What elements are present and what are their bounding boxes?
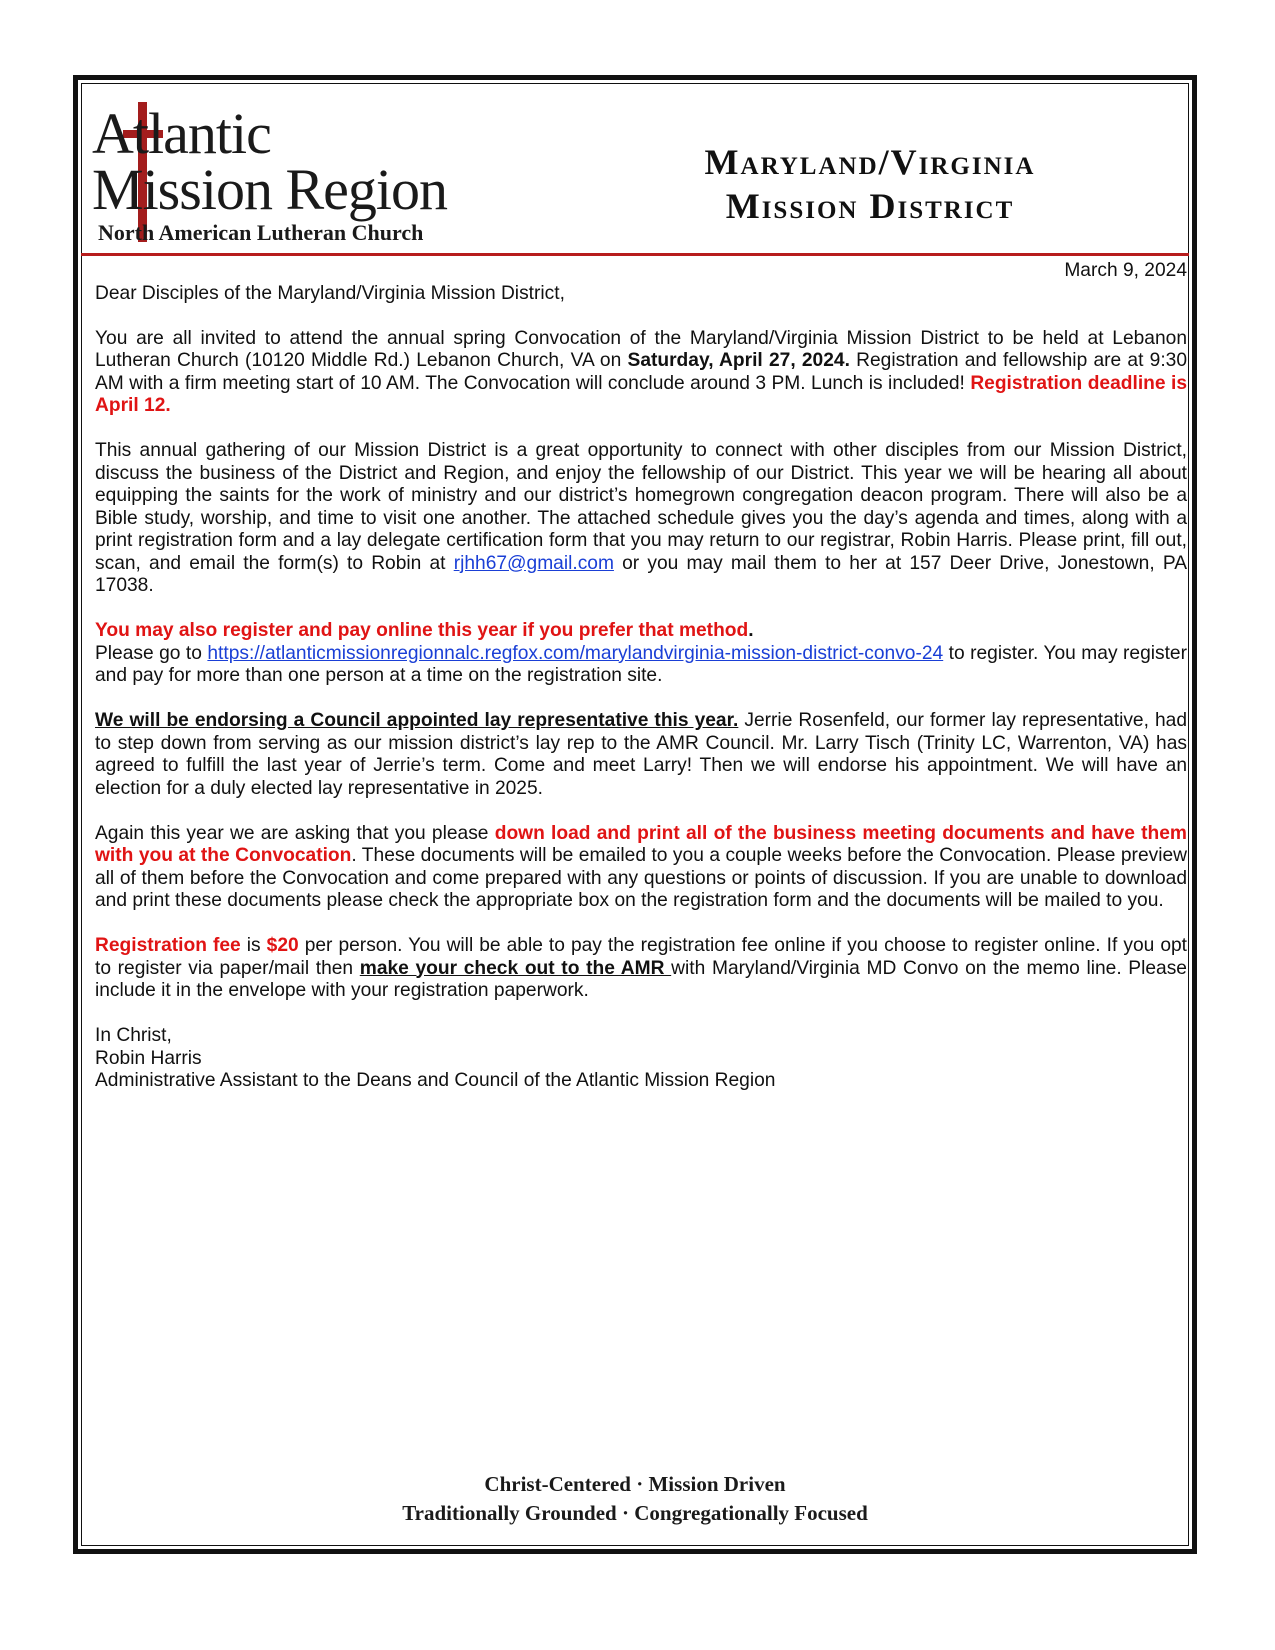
logo-mission-region: Mission Region: [92, 157, 447, 222]
paragraph-online: You may also register and pay online this year if you prefer that method. Please go to https://atlanticmissionregionnalc.regfox.com/marylandvirginia-mission-district-convo-24 to register. You may register and pay for more than one person at a time on the registration site.: [95, 620, 1187, 686]
district-title-line2: Mission District: [725, 186, 1015, 226]
letter-body: [95, 260, 1187, 1093]
paragraph-fee: Registration fee is $20 per person. You will be able to pay the registration fee online if you choose to register online. If you opt to register via paper/mail then make your check out to the AMR with Maryland/Virginia MD Convo on the memo line. Please include it in the envelope with your registration paperwork.: [95, 935, 1187, 1001]
footer-line2: Traditionally Grounded · Congregationally Focused: [402, 1501, 868, 1525]
registration-link[interactable]: https://atlanticmissionregionnalc.regfox.com/marylandvirginia-mission-district-convo-24: [207, 642, 944, 664]
amr-logo: [92, 100, 472, 245]
email-link[interactable]: rjhh67@gmail.com: [453, 552, 614, 574]
district-title-line1: Maryland/Virginia: [704, 142, 1036, 182]
registration-deadline: Registration deadline is April 12.: [95, 372, 1187, 416]
signer-title: Administrative Assistant to the Deans and Council of the Atlantic Mission Region: [95, 1070, 776, 1091]
letter-date: March 9, 2024: [1064, 260, 1187, 281]
footer-tagline: [81, 1470, 1189, 1528]
header-divider: [81, 253, 1189, 256]
paragraph-gathering: This annual gathering of our Mission District is a great opportunity to connect with other disciples from our Mission District, discuss the business of the District and Region, and enjoy the fellowship of our District. This year we will be hearing all about equipping the saints for the work of ministry and our district’s homegrown congregation deacon program. There will also be a Bible study, worship, and time to visit one another. The attached schedule gives you the day’s agenda and times, along with a print registration form and a lay delegate certification form that you may return to our registrar, Robin Harris. Please print, fill out, scan, and email the form(s) to Robin at rjhh67@gmail.com or you may mail them to her at 157 Deer Drive, Jonestown, PA 17038.: [95, 440, 1188, 596]
district-title: [640, 140, 1100, 228]
paragraph-documents: Again this year we are asking that you please down load and print all of the business meeting documents and have them with you at the Convocation. These documents will be emailed to you a couple weeks before the Convocation. Please preview all of them before the Convocation and come prepared with any questions or points of discussion. If you are unable to download and print these documents please check the appropriate box on the registration form and the documents will be mailed to you.: [95, 822, 1187, 911]
paragraph-lay-rep: We will be endorsing a Council appointed lay representative this year. Jerrie Rosenfeld, our former lay representative, had to step down from serving as our mission district’s lay rep to the AMR Council. Mr. Larry Tisch (Trinity LC, Warrenton, VA) has agreed to fulfill the last year of Jerrie’s term. Come and meet Larry! Then we will endorse his appointment. We will have an election for a duly elected lay representative in 2025.: [95, 710, 1187, 799]
salutation: Dear Disciples of the Maryland/Virginia Mission District,: [95, 282, 565, 304]
signer-name: Robin Harris: [95, 1047, 202, 1069]
footer-line1: Christ-Centered · Mission Driven: [484, 1472, 786, 1496]
closing: In Christ,: [95, 1025, 172, 1046]
paragraph-invitation: You are all invited to attend the annual spring Convocation of the Maryland/Virginia Mission District to be held at Lebanon Lutheran Church (10120 Middle Rd.) Lebanon Church, VA on Saturday, April 27, 2024. Registration and fellowship are at 9:30 AM with a firm meeting start of 10 AM. The Convocation will conclude around 3 PM. Lunch is included! Registration deadline is April 12.: [95, 327, 1188, 416]
logo-atlantic: Atlantic: [92, 101, 271, 166]
logo-nalc: North American Lutheran Church: [98, 220, 424, 245]
